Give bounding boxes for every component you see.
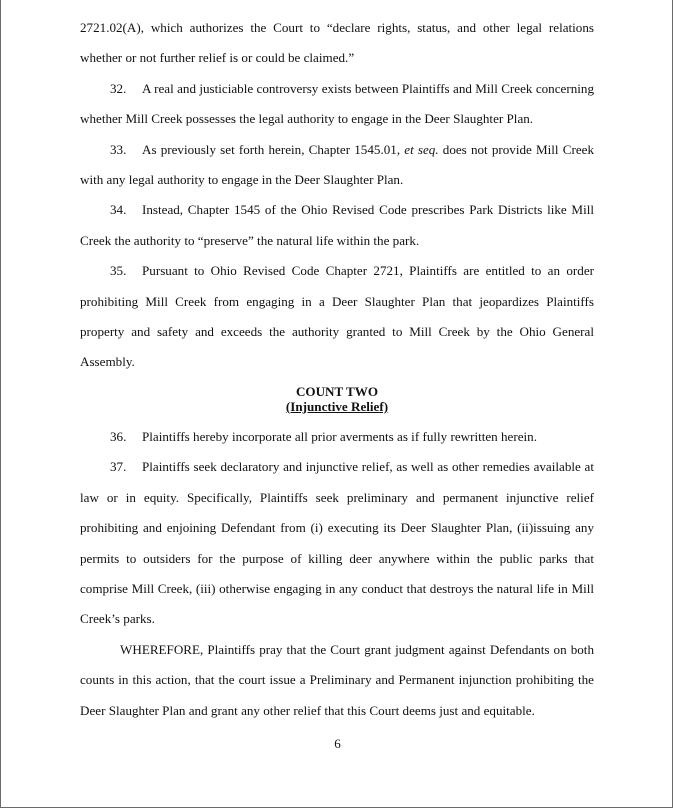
- paragraph-number: 36.: [110, 428, 127, 444]
- document-body: [80, 13, 594, 726]
- paragraph-35: [80, 256, 594, 378]
- paragraph-33: [80, 135, 594, 196]
- paragraph-text-italic: et seq.: [404, 141, 439, 157]
- page-number: 6: [334, 736, 341, 751]
- paragraph-text: Pursuant to Ohio Revised Code Chapter 2721, Plaintiffs are entitled to an order prohibiting Mill Creek from engaging in a Deer Slaughter Plan that jeopardizes Plaintiffs property and safety and exceeds the authority granted to Mill Creek by the Ohio General Assembly.: [80, 263, 594, 370]
- paragraph-text: Plaintiffs hereby incorporate all prior averments as if fully rewritten herein.: [142, 428, 537, 444]
- paragraph-text-after: does not provide Mill Creek with any legal authority to engage in the Deer Slaughter Plan.: [80, 141, 594, 188]
- paragraph-37: [80, 452, 594, 634]
- paragraph-number: 37.: [110, 459, 127, 475]
- count-title: COUNT TWO: [295, 383, 379, 399]
- count-subtitle: (Injunctive Relief): [285, 398, 389, 414]
- paragraph-36: [80, 422, 594, 452]
- paragraph-number: 32.: [110, 80, 127, 96]
- paragraph-text: Plaintiffs seek declaratory and injunctive relief, as well as other remedies available at law or in equity. Specifically, Plaintiffs seek preliminary and permanent injunctive relief prohibiting and enjoining Defendant from (i) executing its Deer Slaughter Plan, (ii)issuing any permits to outsiders for the purpose of killing deer anywhere within the public parks that comprise Mill Creek, (iii) otherwise engaging in any conduct that destroys the natural life in Mill Creek’s parks.: [80, 459, 594, 627]
- paragraph-number: 33.: [110, 141, 127, 157]
- paragraph-text: A real and justiciable controversy exists between Plaintiffs and Mill Creek concerning whether Mill Creek possesses the legal authority to engage in the Deer Slaughter Plan.: [80, 80, 594, 127]
- wherefore-paragraph: WHEREFORE, Plaintiffs pray that the Court grant judgment against Defendants on both counts in this action, that the court issue a Preliminary and Permanent injunction prohibiting the Deer Slaughter Plan and grant any other relief that this Court deems just and equitable.: [80, 641, 594, 718]
- paragraph-34: [80, 195, 594, 256]
- paragraph-number: 35.: [110, 263, 127, 279]
- continuation-paragraph: 2721.02(A), which authorizes the Court to “declare rights, status, and other legal relations whether or not further relief is or could be claimed.”: [80, 20, 594, 66]
- paragraph-32: [80, 74, 594, 135]
- paragraph-text: Instead, Chapter 1545 of the Ohio Revised Code prescribes Park Districts like Mill Creek the authority to “preserve” the natural life within the park.: [80, 202, 594, 248]
- paragraph-text-before: As previously set forth herein, Chapter 1545.01,: [142, 141, 405, 157]
- paragraph-number: 34.: [110, 202, 127, 218]
- count-heading: [80, 384, 594, 414]
